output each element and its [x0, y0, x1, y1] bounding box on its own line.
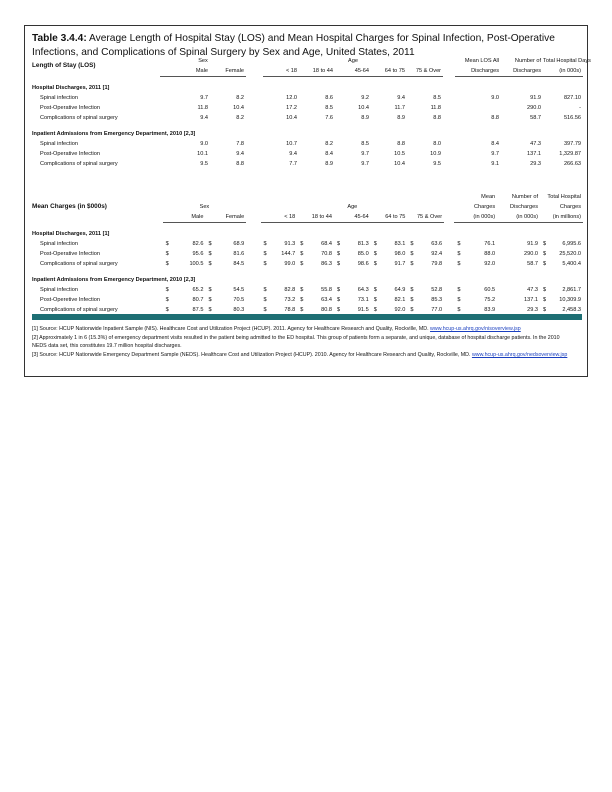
los-mean-header-1: Mean LOS All [464, 58, 500, 64]
value-cell: 8.2 [236, 115, 245, 121]
value-cell: - [579, 105, 582, 111]
charges-mean-header-2: Charges [474, 204, 496, 210]
charges-age-group: Age [347, 204, 358, 210]
currency-sign: $ [457, 251, 461, 257]
value-cell: 9.4 [397, 95, 406, 101]
currency-sign: $ [165, 241, 169, 247]
spacer-cell [444, 295, 454, 305]
value-cell: 8.8 [236, 161, 245, 167]
value-cell: 8.8 [433, 115, 442, 121]
value-cell: 12.0 [286, 95, 298, 101]
charges-mean-header-1: Mean [481, 194, 496, 200]
table-row [32, 259, 583, 269]
los-num-header-1: Number of [514, 58, 542, 64]
value-cell: 73.2 [284, 297, 296, 303]
section-label: Inpatient Admissions from Emergency Department, 2010 [2,3] [32, 131, 196, 137]
value-cell: 11.7 [394, 105, 406, 111]
spacer-cell [443, 103, 455, 113]
value-cell: 8.9 [325, 161, 334, 167]
row-label: Complications of spinal surgery [40, 307, 118, 313]
row-label: Complications of spinal surgery [40, 161, 118, 167]
currency-sign: $ [300, 287, 304, 293]
row-label: Complications of spinal surgery [40, 115, 118, 121]
los-section-ed-rows [32, 139, 583, 169]
value-cell: 98.6 [357, 261, 369, 267]
row-label: Spinal infection [40, 141, 78, 147]
currency-sign: $ [165, 297, 169, 303]
value-cell: 85.0 [357, 251, 369, 257]
spacer-cell [444, 285, 454, 295]
value-cell: 9.7 [200, 95, 208, 101]
charges-heading: Mean Charges (in $000s) [32, 203, 107, 210]
charges-num-header-3: (in 000s) [497, 212, 540, 223]
value-cell: 8.4 [325, 151, 334, 157]
col-header: 45-64 [335, 66, 371, 77]
value-cell: 65.2 [192, 287, 204, 293]
value-cell: 92.0 [394, 307, 406, 313]
col-header: < 18 [261, 212, 298, 223]
value-cell: 9.0 [491, 95, 500, 101]
value-cell: 10.4 [286, 115, 298, 121]
value-cell: 137.1 [527, 151, 542, 157]
los-heading: Length of Stay (LOS) [32, 62, 96, 70]
col-header: 45-64 [334, 212, 371, 223]
spacer-cell [443, 113, 455, 123]
currency-sign: $ [373, 261, 377, 267]
neds-link[interactable]: www.hcup-us.ahrq.gov/nedsoverview.jsp [471, 351, 568, 358]
value-cell: 81.6 [233, 251, 245, 257]
footnote-3: [3] Source: HCUP Nationwide Emergency Department Sample (NEDS). Healthcare Cost and Utilization Project (HCUP). 2010. Agency for Healthcare Research and Quality, Rockville, MD. www.hcup-us.ahrq.gov/nedsoverview.jsp [32, 351, 568, 358]
value-cell: 11.8 [197, 105, 208, 111]
value-cell: 8.9 [397, 115, 406, 121]
value-cell: 5,400.4 [562, 261, 581, 267]
section-label: Hospital Discharges, 2011 [1] [32, 231, 110, 237]
value-cell: 91.5 [357, 307, 369, 313]
currency-sign: $ [263, 261, 267, 267]
spacer-cell [443, 159, 455, 169]
value-cell: 47.3 [527, 287, 539, 293]
currency-sign: $ [543, 261, 547, 267]
table-row [32, 285, 583, 295]
currency-sign: $ [373, 287, 377, 293]
value-cell: 25,520.0 [559, 251, 581, 257]
value-cell: 9.0 [200, 141, 208, 147]
currency-sign: $ [373, 251, 377, 257]
value-cell: 87.5 [192, 307, 204, 313]
row-label: Post-Operative Infection [40, 105, 101, 111]
footnote-2: [2] Approximately 1 in 6 (15.3%) of emergency department visits resulted in the patient being admitted to the ED hospital. This group of patients form a separate, and unique, database of hospital discharge patients. In the 2010 NEDS data set, this constitutes 19.7 million hospital discharges. [32, 335, 560, 349]
currency-sign: $ [336, 287, 341, 293]
value-cell: 397.79 [563, 141, 582, 147]
currency-sign: $ [373, 241, 377, 247]
spacer-cell [444, 249, 454, 259]
charges-mean-header-3: (in 000s) [454, 212, 497, 223]
currency-sign: $ [300, 297, 304, 303]
los-num-header-2: Discharges [501, 66, 543, 77]
value-cell: 9.4 [289, 151, 298, 157]
value-cell: 60.5 [484, 287, 496, 293]
value-cell: 77.0 [431, 307, 443, 313]
footnote-1: [1] Source: HCUP Nationwide Inpatient Sample (NIS). Healthcare Cost and Utilization Project (HCUP). 2011. Agency for Healthcare Research and Quality, Rockville, MD. www.hcup-us.ahrq.gov/nisoverview.jsp [32, 326, 521, 332]
value-cell: 70.8 [321, 251, 332, 257]
value-cell: 10.4 [358, 105, 370, 111]
value-cell: 2,458.3 [562, 307, 581, 313]
value-cell: 54.5 [233, 287, 245, 293]
value-cell: 91.9 [527, 241, 539, 247]
value-cell: 70.5 [233, 297, 245, 303]
row-label: Spinal infection [40, 95, 78, 101]
spacer-cell [246, 93, 263, 103]
row-label: Spinal infection [40, 287, 78, 293]
value-cell: 82.8 [284, 287, 296, 293]
charges-total-header-2: Charges [559, 204, 581, 210]
value-cell: 95.6 [192, 251, 204, 257]
value-cell: 290.0 [524, 251, 539, 257]
value-cell: 83.1 [394, 241, 406, 247]
currency-sign: $ [336, 307, 341, 313]
value-cell: 85.3 [431, 297, 443, 303]
value-cell: 99.0 [284, 261, 296, 267]
currency-sign: $ [410, 251, 414, 257]
section-label: Hospital Discharges, 2011 [1] [32, 85, 110, 91]
value-cell: 10.1 [197, 151, 208, 157]
value-cell: 7.7 [289, 161, 298, 167]
charges-section-hospital-rows [32, 239, 583, 269]
value-cell: 8.5 [433, 95, 442, 101]
currency-sign: $ [300, 261, 304, 267]
value-cell: 92.0 [484, 261, 496, 267]
currency-sign: $ [373, 297, 377, 303]
value-cell: 10.4 [233, 105, 245, 111]
col-header: Female [205, 212, 246, 223]
value-cell: 9.7 [491, 151, 500, 157]
currency-sign: $ [410, 307, 414, 313]
value-cell: 8.9 [361, 115, 370, 121]
value-cell [455, 103, 501, 113]
col-header: 64 to 75 [371, 212, 408, 223]
value-cell: 68.4 [321, 241, 332, 247]
spacer-cell [444, 259, 454, 269]
table-row [32, 139, 583, 149]
value-cell: 1,329.87 [559, 151, 582, 157]
currency-sign: $ [263, 307, 267, 313]
charges-table [32, 192, 583, 315]
value-cell: 9.5 [433, 161, 442, 167]
currency-sign: $ [543, 287, 547, 293]
table-row [32, 295, 583, 305]
currency-sign: $ [208, 251, 212, 257]
charges-sex-group: Sex [199, 204, 210, 210]
value-cell: 827.10 [563, 95, 582, 101]
table-row [32, 149, 583, 159]
value-cell: 10.9 [430, 151, 442, 157]
value-cell: 73.1 [357, 297, 369, 303]
value-cell: 8.2 [236, 95, 245, 101]
currency-sign: $ [300, 241, 304, 247]
value-cell: 9.5 [200, 161, 208, 167]
spacer-cell [444, 239, 454, 249]
value-cell: 91.9 [530, 95, 542, 101]
value-cell: 64.9 [394, 287, 406, 293]
value-cell: 9.1 [491, 161, 500, 167]
charges-total-header-1: Total Hospital [547, 194, 581, 200]
currency-sign: $ [373, 307, 377, 313]
los-days-header-2: (in 000s) [543, 66, 583, 77]
value-cell: 7.6 [325, 115, 334, 121]
currency-sign: $ [208, 307, 212, 313]
col-header: Male [160, 66, 210, 77]
value-cell: 86.3 [321, 261, 332, 267]
table-frame [24, 25, 591, 377]
value-cell: 76.1 [484, 241, 496, 247]
value-cell: 516.56 [563, 115, 582, 121]
currency-sign: $ [543, 297, 547, 303]
value-cell: 78.8 [284, 307, 296, 313]
spacer-cell [246, 149, 263, 159]
col-header: 64 to 75 [371, 66, 407, 77]
value-cell: 79.8 [431, 261, 443, 267]
currency-sign: $ [300, 307, 304, 313]
col-header: 75 & Over [407, 66, 443, 77]
spacer-cell [246, 259, 260, 269]
value-cell: 8.2 [325, 141, 334, 147]
row-label: Post-Operative Infection [40, 151, 101, 157]
charges-total-header-3: (in millions) [540, 212, 583, 223]
los-age-group: Age [348, 58, 358, 64]
los-mean-header-2: Discharges [455, 66, 501, 77]
currency-sign: $ [336, 261, 341, 267]
currency-sign: $ [543, 251, 547, 257]
value-cell: 92.4 [431, 251, 443, 257]
los-table [32, 56, 591, 169]
table-title-text: Average Length of Hospital Stay (LOS) and Mean Hospital Charges for Spinal Infection, Post-Operative Infections, and Complications of Spinal Surgery by Sex and Age, United States, 2011 [32, 33, 555, 58]
col-header: Male [163, 212, 206, 223]
value-cell: 29.3 [530, 161, 542, 167]
currency-sign: $ [543, 307, 547, 313]
currency-sign: $ [165, 287, 169, 293]
currency-sign: $ [263, 241, 267, 247]
value-cell: 82.1 [394, 297, 406, 303]
value-cell: 290.0 [527, 105, 542, 111]
value-cell: 80.8 [321, 307, 332, 313]
spacer-cell [443, 139, 455, 149]
spacer-cell [443, 93, 455, 103]
value-cell: 8.8 [397, 141, 406, 147]
currency-sign: $ [457, 307, 461, 313]
value-cell: 83.9 [484, 307, 496, 313]
currency-sign: $ [263, 297, 267, 303]
value-cell: 10.4 [394, 161, 406, 167]
currency-sign: $ [165, 251, 169, 257]
table-row [32, 103, 583, 113]
table-number: Table 3.4.4: [32, 33, 87, 44]
spacer-cell [246, 285, 260, 295]
los-section-hospital-rows [32, 93, 583, 123]
row-label: Spinal infection [40, 241, 78, 247]
value-cell: 91.3 [284, 241, 296, 247]
value-cell: 266.63 [563, 161, 582, 167]
row-label: Complications of spinal surgery [40, 261, 118, 267]
value-cell: 63.4 [321, 297, 332, 303]
value-cell: 84.5 [233, 261, 245, 267]
currency-sign: $ [457, 261, 461, 267]
value-cell: 9.2 [361, 95, 370, 101]
value-cell: 17.2 [286, 105, 298, 111]
value-cell: 2,861.7 [562, 287, 581, 293]
nis-link[interactable]: www.hcup-us.ahrq.gov/nisoverview.jsp [430, 326, 521, 332]
value-cell: 8.8 [491, 115, 500, 121]
col-header: 18 to 44 [297, 212, 334, 223]
value-cell: 81.3 [357, 241, 369, 247]
spacer-cell [246, 295, 260, 305]
currency-sign: $ [410, 297, 414, 303]
currency-sign: $ [208, 241, 212, 247]
value-cell: 80.3 [233, 307, 245, 313]
value-cell: 29.3 [527, 307, 539, 313]
table-row [32, 93, 583, 103]
currency-sign: $ [263, 251, 267, 257]
spacer-cell [246, 239, 260, 249]
table-row [32, 159, 583, 169]
value-cell: 98.0 [394, 251, 406, 257]
table-row [32, 249, 583, 259]
value-cell: 9.4 [200, 115, 208, 121]
table-row [32, 239, 583, 249]
los-days-header-1: Total Hospital Days [543, 58, 591, 64]
currency-sign: $ [208, 261, 212, 267]
value-cell: 64.3 [357, 287, 369, 293]
value-cell: 52.8 [431, 287, 443, 293]
table-row [32, 113, 583, 123]
value-cell: 9.7 [361, 161, 370, 167]
value-cell: 100.5 [189, 261, 204, 267]
value-cell: 8.5 [325, 105, 334, 111]
value-cell: 6,995.6 [562, 241, 581, 247]
value-cell: 58.7 [527, 261, 539, 267]
currency-sign: $ [208, 287, 212, 293]
currency-sign: $ [300, 251, 304, 257]
value-cell: 137.1 [524, 297, 539, 303]
col-header: 18 to 44 [299, 66, 335, 77]
currency-sign: $ [336, 297, 341, 303]
currency-sign: $ [410, 241, 414, 247]
value-cell: 75.2 [484, 297, 496, 303]
value-cell: 8.0 [433, 141, 442, 147]
value-cell: 9.4 [236, 151, 245, 157]
currency-sign: $ [208, 297, 212, 303]
value-cell: 88.0 [484, 251, 496, 257]
currency-sign: $ [165, 307, 169, 313]
row-label: Post-Operative Infection [40, 251, 101, 257]
currency-sign: $ [336, 251, 341, 257]
value-cell: 10,309.9 [559, 297, 581, 303]
spacer-cell [246, 249, 260, 259]
footnotes [32, 326, 572, 361]
value-cell: 63.6 [431, 241, 443, 247]
value-cell: 144.7 [281, 251, 296, 257]
spacer-cell [246, 159, 263, 169]
value-cell: 91.7 [394, 261, 406, 267]
value-cell: 9.7 [361, 151, 370, 157]
currency-sign: $ [263, 287, 267, 293]
los-sex-group: Sex [198, 58, 208, 64]
charges-num-header-2: Discharges [510, 204, 539, 210]
spacer-cell [246, 113, 263, 123]
spacer-cell [246, 139, 263, 149]
divider-band [32, 314, 582, 320]
value-cell: 11.8 [430, 105, 442, 111]
currency-sign: $ [457, 297, 461, 303]
col-header: 75 & Over [407, 212, 444, 223]
value-cell: 47.3 [530, 141, 542, 147]
currency-sign: $ [410, 287, 414, 293]
charges-num-header-1: Number of [511, 194, 539, 200]
col-header: Female [210, 66, 246, 77]
currency-sign: $ [165, 261, 169, 267]
currency-sign: $ [457, 287, 461, 293]
value-cell: 82.6 [192, 241, 204, 247]
charges-section-ed-rows [32, 285, 583, 315]
col-header: < 18 [263, 66, 299, 77]
value-cell: 68.9 [233, 241, 245, 247]
value-cell: 55.8 [321, 287, 332, 293]
currency-sign: $ [336, 241, 341, 247]
currency-sign: $ [457, 241, 461, 247]
value-cell: 10.7 [286, 141, 298, 147]
row-label: Post-Operetive Infection [40, 297, 101, 303]
currency-sign: $ [543, 241, 547, 247]
value-cell: 8.4 [491, 141, 500, 147]
value-cell: 8.5 [361, 141, 370, 147]
value-cell: 7.8 [236, 141, 245, 147]
value-cell: 10.5 [394, 151, 406, 157]
value-cell: 58.7 [530, 115, 542, 121]
spacer-cell [443, 149, 455, 159]
value-cell: 8.6 [325, 95, 334, 101]
section-label: Inpatient Admissions from Emergency Department, 2010 [2,3] [32, 277, 196, 283]
spacer-cell [246, 103, 263, 113]
currency-sign: $ [410, 261, 414, 267]
value-cell: 80.7 [192, 297, 204, 303]
